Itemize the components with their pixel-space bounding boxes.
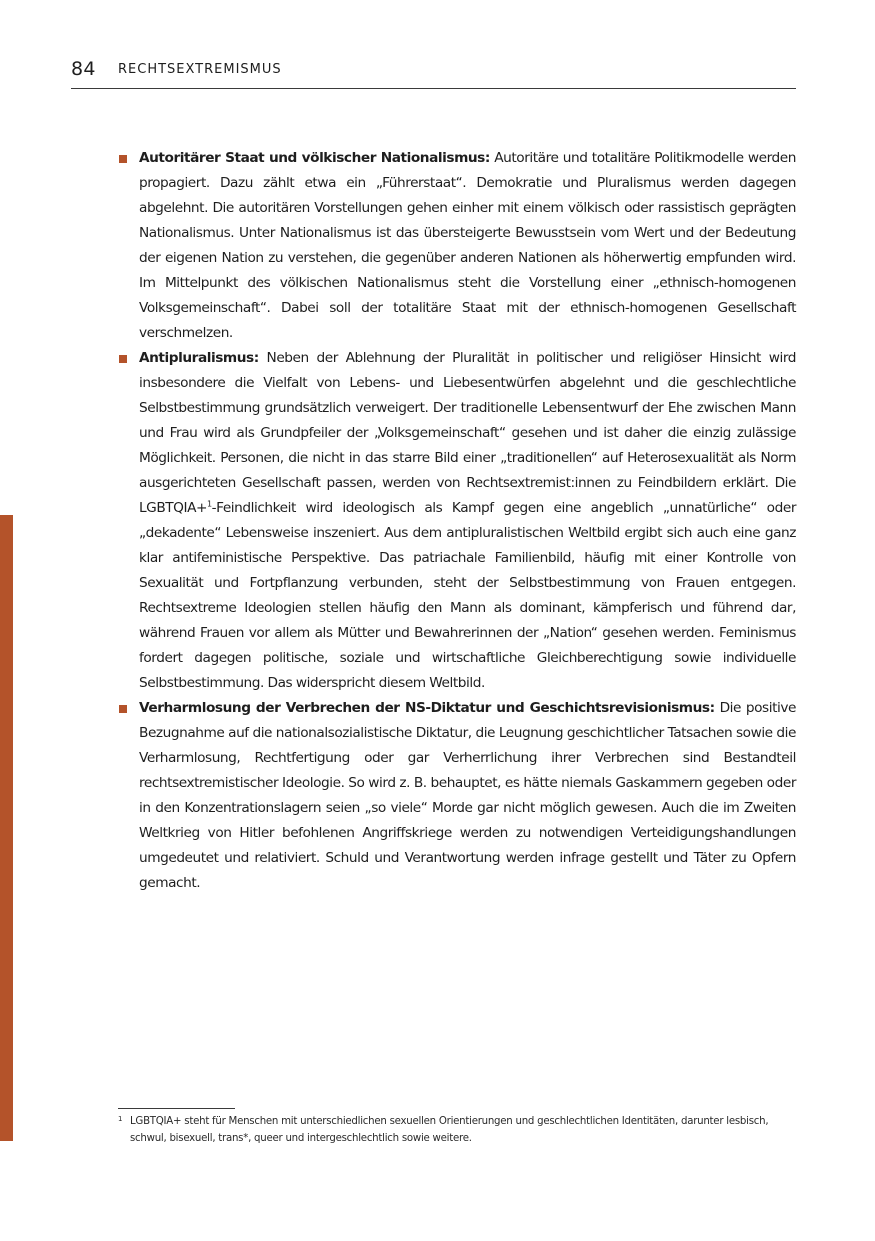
item-text: Neben der Ablehnung der Pluralität in politischer und religiöser Hinsicht wird insbesondere die Vielfalt von Lebens- und Liebesentwürfen abgelehnt und die geschlechtliche Selbstbestimmung grundsätzlich verweigert. Der traditionelle Lebensentwurf der Ehe zwischen Mann und Frau wird als Grundpfeiler der „Volksgemeinschaft“ gesehen und ist daher die einzig zulässige Möglichkeit. Personen, die nicht in das starre Bild einer „traditionellen“ auf Heterosexualität als Norm ausgerichteten Gesellschaft passen, werden von Rechtsextremist:innen zu Feindbildern erklärt. Die LGBTQIA+: [139, 350, 796, 516]
item-term: Antipluralismus:: [139, 350, 259, 366]
square-bullet-icon: [119, 355, 127, 363]
footnote-text: LGBTQIA+ steht für Menschen mit unterschiedlichen sexuellen Orientierungen und geschlechtlichen Identitäten, darunter lesbisch, schwul, bisexuell, trans*, queer und intergeschlechtlich sowie weitere.: [130, 1116, 769, 1144]
running-head: [71, 58, 796, 89]
item-term: Autoritärer Staat und völkischer Nationalismus:: [139, 150, 490, 166]
list-item: [118, 696, 796, 896]
footnote-reference[interactable]: 1: [207, 499, 212, 509]
page-number: 84: [71, 58, 96, 80]
running-title: RECHTSEXTREMISMUS: [118, 62, 282, 77]
square-bullet-icon: [119, 705, 127, 713]
footnote: [118, 1113, 769, 1144]
list-item: [118, 146, 796, 346]
item-text-continued: -Feindlichkeit wird ideologisch als Kampf gegen eine angeblich „unnatürliche“ oder „dekadente“ Lebensweise inszeniert. Aus dem antipluralistischen Weltbild ergibt sich auch eine ganz klar antifeministische Perspektive. Das patriachale Familienbild, häufig mit einer Kontrolle von Sexualität und Fortpflanzung verbunden, steht der Selbstbestimmung von Frauen entgegen. Rechtsextreme Ideologien stellen häufig den Mann als dominant, kämpferisch und führend dar, während Frauen vor allem als Mütter und Bewahrerinnen der „Nation“ gesehen werden. Feminismus fordert dagegen politische, soziale und wirtschaftliche Gleichberechtigung sowie individuelle Selbstbestimmung. Das widerspricht diesem Weltbild.: [139, 500, 796, 691]
main-content: [118, 146, 796, 896]
item-text: Die positive Bezugnahme auf die nationalsozialistische Diktatur, die Leugnung geschichtlicher Tatsachen sowie die Verharmlosung, Rechtfertigung oder gar Verherrlichung ihrer Verbrechen sind Bestandteil rechtsextremistischer Ideologie. So wird z. B. behauptet, es hätte niemals Gaskammern gegeben oder in den Konzentrationslagern seien „so viele“ Morde gar nicht möglich gewesen. Auch die im Zweiten Weltkrieg von Hitler befohlenen Angriffskriege werden zu notwendigen Verteidigungshandlungen umgedeutet und relativiert. Schuld und Verantwortung werden infrage gestellt und Täter zu Opfern gemacht.: [139, 700, 796, 891]
item-term: Verharmlosung der Verbrechen der NS-Diktatur und Geschichtsrevisionismus:: [139, 700, 715, 716]
chapter-side-bar: [0, 515, 13, 1141]
footnote-mark: 1: [118, 1115, 123, 1123]
square-bullet-icon: [119, 155, 127, 163]
list-item: [118, 346, 796, 696]
footnote-divider: [118, 1108, 235, 1109]
item-text: Autoritäre und totalitäre Politikmodelle werden propagiert. Dazu zählt etwa ein „Führerstaat“. Demokratie und Pluralismus werden dagegen abgelehnt. Die autoritären Vorstellungen gehen einher mit einem völkisch oder rassistisch geprägten Nationalismus. Unter Nationalismus ist das übersteigerte Bewusstsein vom Wert und der Bedeutung der eigenen Nation zu verstehen, die gegenüber anderen Nationen als höherwertig empfunden wird. Im Mittelpunkt des völkischen Nationalismus steht die Vorstellung einer „ethnisch-homogenen Volksgemeinschaft“. Dabei soll der totalitäre Staat mit der ethnisch-homogenen Gesellschaft verschmelzen.: [139, 150, 796, 341]
